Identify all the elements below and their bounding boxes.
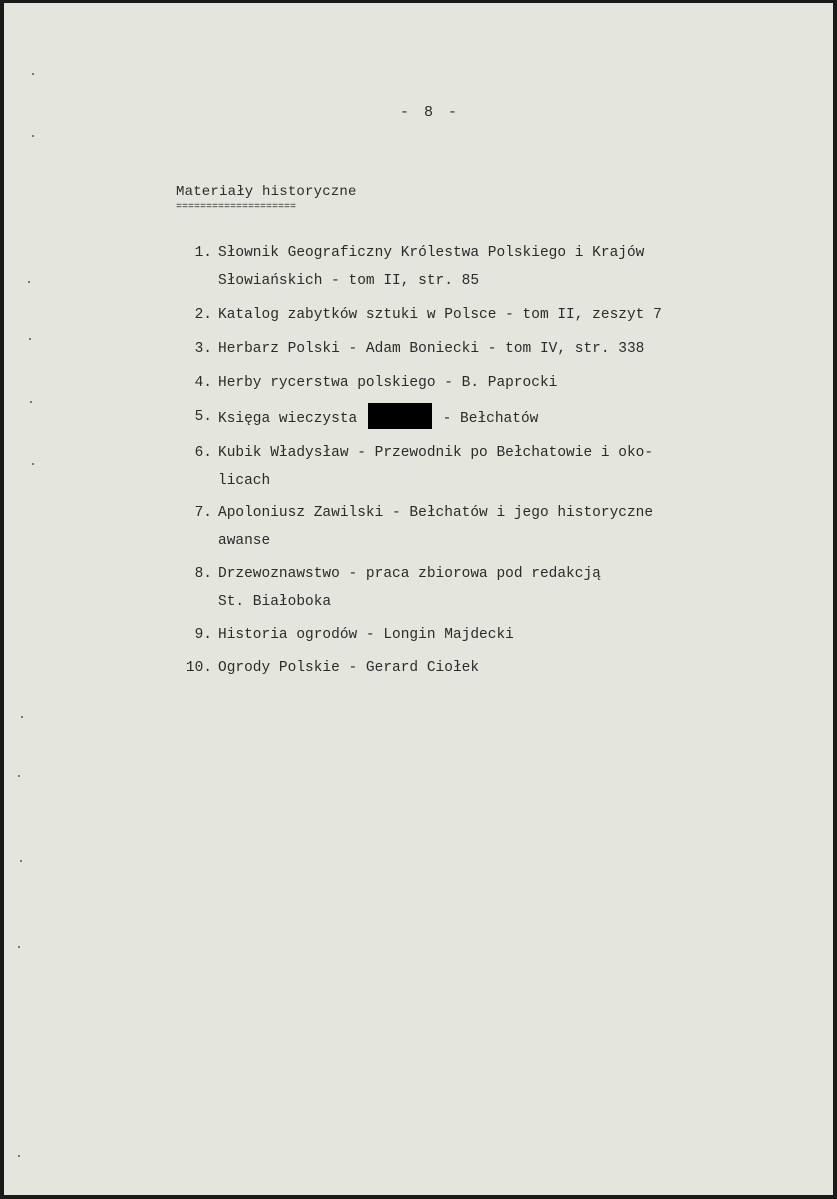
- item-number: 10.: [185, 660, 212, 676]
- item-number: 4.: [194, 375, 212, 391]
- item-text: [218, 560, 758, 616]
- scan-speck: [32, 73, 34, 75]
- scan-speck: [28, 281, 30, 283]
- item-text: [218, 239, 758, 295]
- page-number: - 8 -: [400, 104, 461, 121]
- item-text: [218, 403, 758, 433]
- scan-speck: [18, 775, 20, 777]
- reference-list: [4, 3, 833, 1195]
- scan-speck: [32, 135, 34, 137]
- item-line: Katalog zabytków sztuki w Polsce - tom II, zeszyt 7: [218, 307, 662, 323]
- scan-speck: [21, 716, 23, 718]
- scan-speck: [20, 860, 22, 862]
- item-line: licach: [218, 473, 271, 489]
- section-heading: Materiały historyczne: [176, 184, 357, 200]
- item-number: 1.: [194, 245, 212, 261]
- item-number: 3.: [194, 341, 212, 357]
- scan-speck: [29, 338, 31, 340]
- item-text: [218, 301, 758, 329]
- redaction-block: [368, 403, 432, 429]
- item-text-before: Księga wieczysta: [218, 411, 358, 427]
- heading-underline: ====================: [176, 202, 297, 213]
- scan-speck: [30, 401, 32, 403]
- item-text: [218, 369, 758, 397]
- item-number: 2.: [194, 307, 212, 323]
- scan-speck: [32, 463, 34, 465]
- scan-speck: [18, 946, 20, 948]
- item-text: [218, 621, 758, 649]
- item-number: 5.: [194, 409, 212, 425]
- item-number: 8.: [194, 566, 212, 582]
- item-line: Drzewoznawstwo - praca zbiorowa pod redakcją: [218, 566, 601, 582]
- item-number: 7.: [194, 505, 212, 521]
- item-line: Słowiańskich - tom II, str. 85: [218, 273, 480, 289]
- item-line: Kubik Władysław - Przewodnik po Bełchatowie i oko-: [218, 445, 654, 461]
- item-number: 9.: [194, 627, 212, 643]
- item-text: [218, 335, 758, 363]
- item-line: Historia ogrodów - Longin Majdecki: [218, 627, 514, 643]
- item-line: Apoloniusz Zawilski - Bełchatów i jego historyczne: [218, 505, 654, 521]
- item-text: [218, 499, 758, 555]
- item-line: awanse: [218, 533, 271, 549]
- scan-speck: [18, 1155, 20, 1157]
- item-text: [218, 654, 758, 682]
- item-line: Ogrody Polskie - Gerard Ciołek: [218, 660, 480, 676]
- item-line: Herbarz Polski - Adam Boniecki - tom IV, str. 338: [218, 341, 645, 357]
- item-number: 6.: [194, 445, 212, 461]
- document-page: [4, 3, 833, 1195]
- item-text: [218, 439, 758, 495]
- item-line: St. Białoboka: [218, 594, 332, 610]
- item-line: Herby rycerstwa polskiego - B. Paprocki: [218, 375, 558, 391]
- item-text-after: - Bełchatów: [442, 411, 539, 427]
- item-line: Słownik Geograficzny Królestwa Polskiego i Krajów: [218, 245, 645, 261]
